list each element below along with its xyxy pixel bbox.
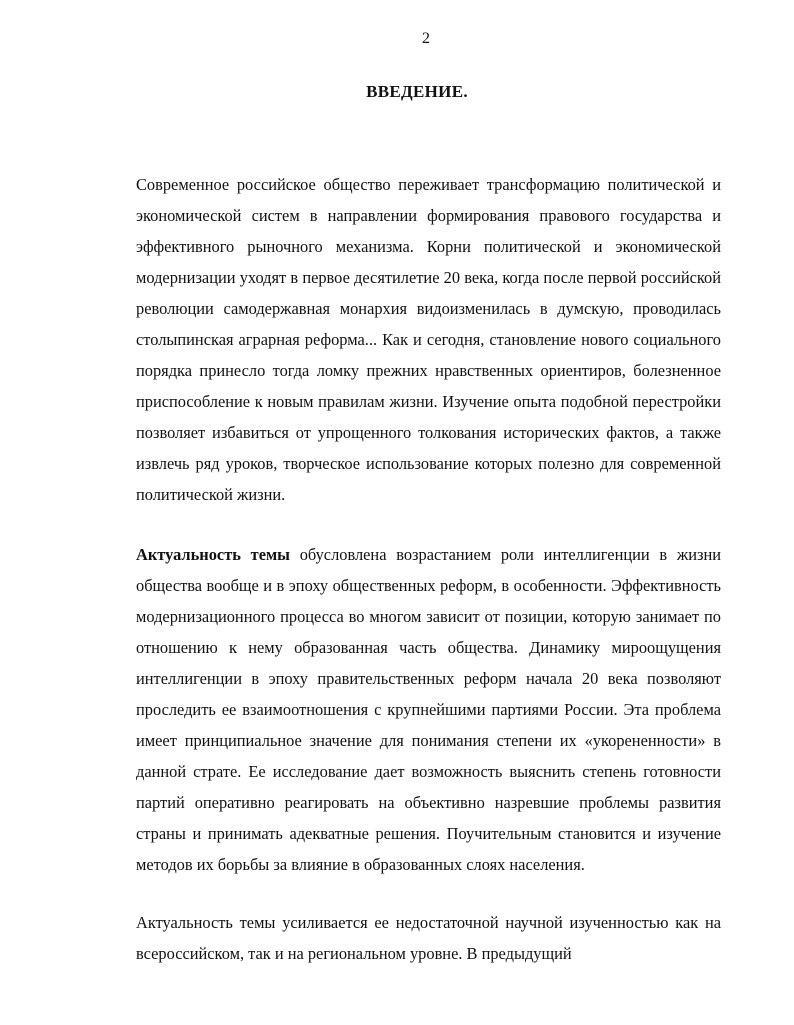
section-heading: ВВЕДЕНИЕ. (366, 82, 468, 101)
relevance-paragraph (136, 539, 721, 880)
study-paragraph: Актуальность темы усиливается ее недостаточной научной изученностью как на всероссийском, так и на региональном уровне. В предыдущий (136, 913, 721, 963)
relevance-label: Актуальность темы (136, 545, 290, 564)
relevance-text: обусловлена возрастанием роли интеллигенции в жизни общества вообще и в эпоху общественных реформ, в особенности. Эффективность модернизационного процесса во многом зависит от позиции, которую занимает по отношению к нему образованная часть общества. Динамику мироощущения интеллигенции в эпоху правительственных реформ начала 20 века позволяют проследить ее взаимоотношения с крупнейшими партиями России. Эта проблема имеет принципиальное значение для понимания степени их «укорененности» в данной страте. Ее исследование дает возможность выяснить степень готовности партий оперативно реагировать на объективно назревшие проблемы развития страны и принимать адекватные решения. Поучительным становится и изучение методов их борьбы за влияние в образованных слоях населения. (136, 545, 721, 874)
intro-paragraph: Современное российское общество переживает трансформацию политической и экономической систем в направлении формирования правового государства и эффективного рыночного механизма. Корни политической и экономической модернизации уходят в первое десятилетие 20 века, когда после первой российской революции самодержавная монархия видоизменилась в думскую, проводилась столыпинская аграрная реформа... Как и сегодня, становление нового социального порядка принесло тогда ломку прежних нравственных ориентиров, болезненное приспособление к новым правилам жизни. Изучение опыта подобной перестройки позволяет избавиться от упрощенного толкования исторических фактов, а также извлечь ряд уроков, творческое использование которых полезно для современной политической жизни. (136, 175, 721, 504)
page-number: 2 (422, 30, 430, 47)
